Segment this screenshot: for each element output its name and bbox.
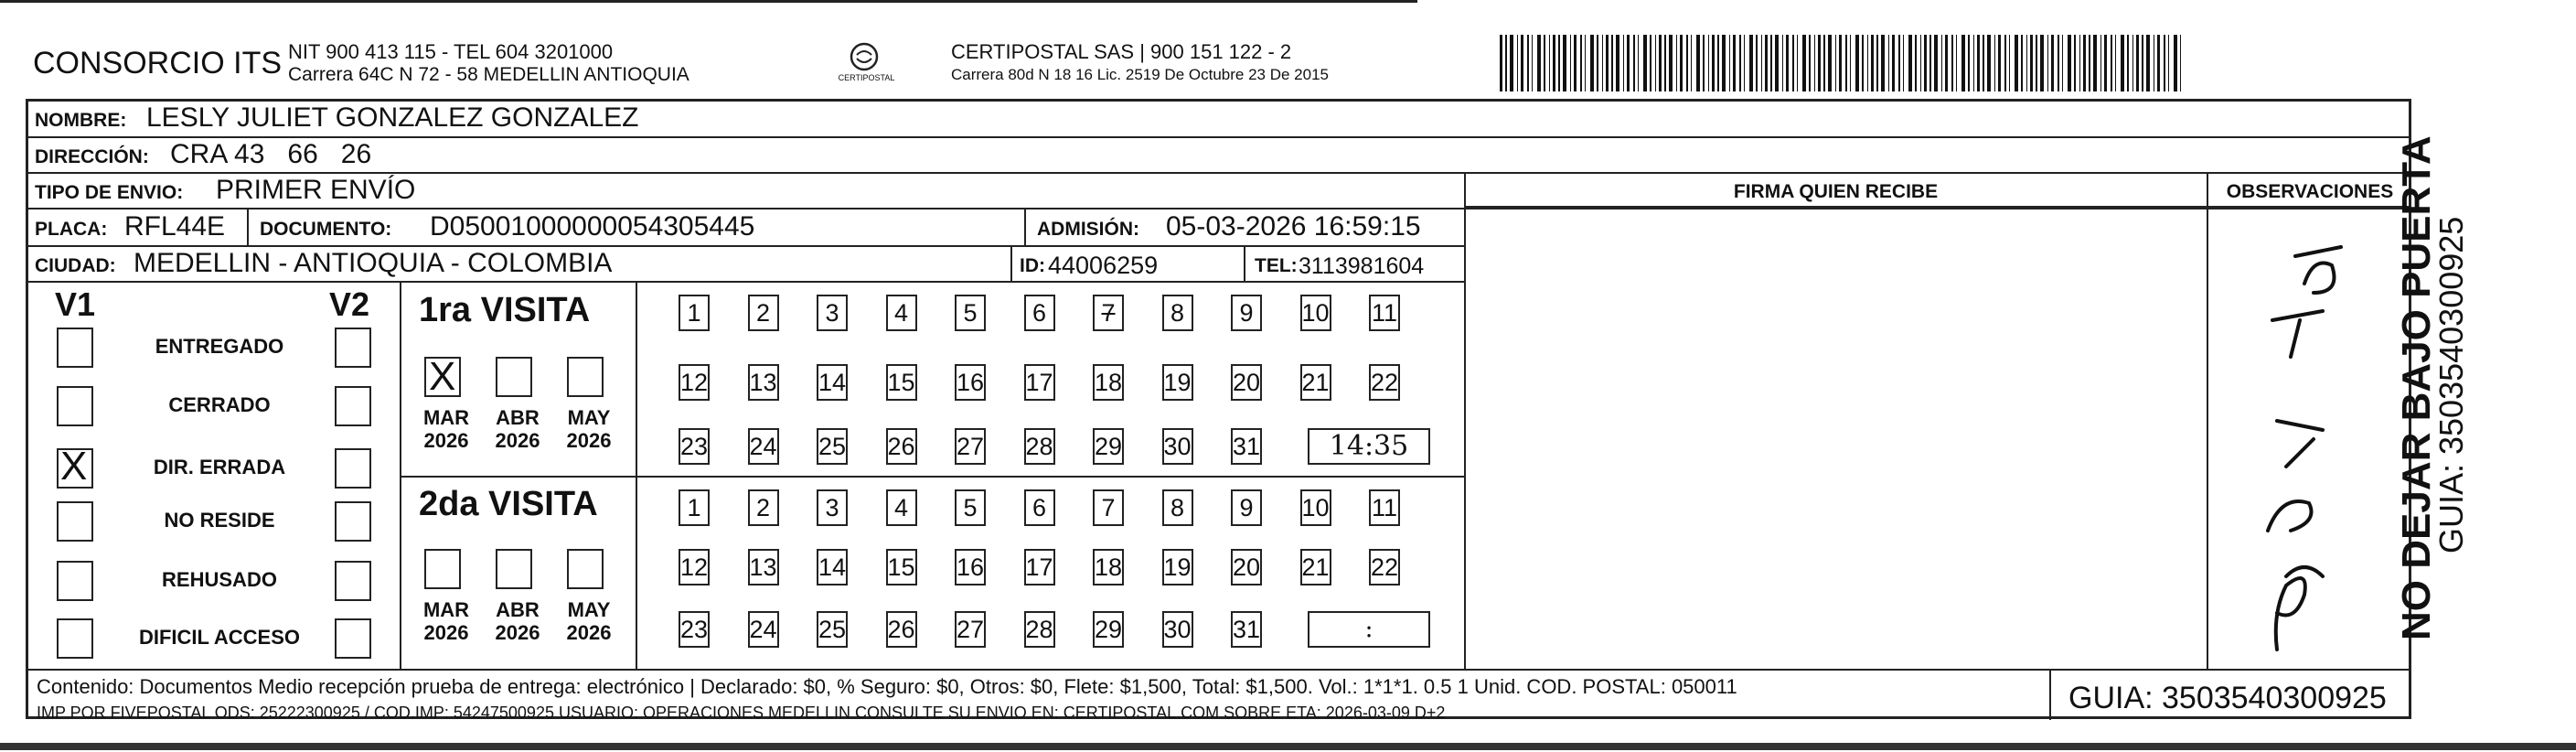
company-name: CONSORCIO ITS [33,46,283,81]
barcode-bar [2015,35,2018,91]
divider [1010,245,1012,281]
barcode-bar [2100,35,2101,91]
day-box[interactable]: 11 [1369,295,1400,331]
month-checkbox[interactable] [567,357,604,397]
v1-checkbox[interactable] [57,386,93,426]
barcode-bar [1563,35,1566,91]
barcode-bar [1775,35,1779,91]
day-box[interactable]: 1 [679,489,710,526]
barcode-bar [1712,35,1715,91]
month-checkbox[interactable] [567,549,604,589]
day-box[interactable]: 8 [1162,489,1193,526]
nombre-value: LESLY JULIET GONZALEZ GONZALEZ [146,102,639,133]
barcode-bar [1627,35,1630,91]
barcode-bar [1823,35,1825,91]
barcode-bar [1892,35,1895,91]
barcode-bar [2093,35,2097,91]
day-box[interactable]: 7 [1093,295,1124,331]
day-box[interactable]: 12 [679,549,710,585]
check-mark-icon: X [60,444,88,489]
barcode-bar [1951,35,1953,91]
barcode-bar [1973,35,1974,91]
top-border [0,0,1417,3]
tipo-envio-label: TIPO DE ENVIO: [35,182,184,203]
barcode-bar [2030,35,2033,91]
day-box[interactable]: 18 [1093,364,1124,401]
day-box[interactable]: 7 [1093,489,1124,526]
day-box[interactable]: 21 [1300,364,1331,401]
v2-checkbox[interactable] [335,618,371,659]
day-box[interactable]: 17 [1024,549,1055,585]
barcode-bar [1845,35,1847,91]
day-box[interactable]: 25 [817,428,848,465]
firma-header: FIRMA QUIEN RECIBE [1733,181,1939,202]
barcode-bar [1977,35,1980,91]
barcode-bar [1611,35,1613,91]
guia-number: GUIA: 3503540300925 [2068,681,2387,715]
day-box[interactable]: 30 [1162,611,1193,648]
barcode-bar [2058,35,2059,91]
barcode-bar [2127,35,2129,91]
day-box[interactable]: 24 [748,611,779,648]
barcode-bar [1855,35,1859,91]
footer-print-info: IMP POR FIVEPOSTAL ODS: 25222300925 / COD.IMP: 54247500925 USUARIO: OPERACIONES MEDELLIN CONSULTE SU ENVIO EN: CERTIPOSTAL.COM SOBRE ETA: 2026-03-09 D+2 [37,704,1446,722]
divider [636,281,637,669]
barcode-bar [1888,35,1889,91]
barcode-bar [1686,35,1688,91]
month-checkbox[interactable] [424,549,461,589]
v2-checkbox[interactable] [335,328,371,368]
barcode-bar [2062,35,2063,91]
barcode-bar [1920,35,1921,91]
divider [1465,206,2411,208]
barcode-bar [1633,35,1635,91]
day-box[interactable]: 13 [748,549,779,585]
side-warning: NO DEJAR BAJO PUERTA [2394,135,2439,640]
admision-value: 05-03-2026 16:59:15 [1166,211,1421,242]
barcode-bar [1500,35,1502,91]
barcode-bar [2026,35,2027,91]
barcode-bar [1574,35,1577,91]
barcode-bar [1537,35,1541,91]
barcode-bar [2104,35,2107,91]
barcode-bar [1517,35,1518,91]
barcode-bar [2157,35,2160,91]
tel-value: 3113981604 [1299,253,1425,279]
barcode-bar [1994,35,1995,91]
barcode-bar [1898,35,1900,91]
barcode-bar [1532,35,1533,91]
day-box[interactable]: 29 [1093,611,1124,648]
barcode [1500,35,2181,91]
status-option-label: DIFICIL ACCESO [138,626,300,649]
day-box[interactable]: 25 [817,611,848,648]
day-box[interactable]: 2 [748,489,779,526]
barcode-bar [1809,35,1811,91]
time-field[interactable]: : [1308,611,1430,648]
day-box[interactable]: 16 [955,549,986,585]
day-box[interactable]: 22 [1369,364,1400,401]
barcode-bar [1680,35,1683,91]
barcode-bar [1558,35,1560,91]
day-box[interactable]: 26 [886,428,917,465]
day-box[interactable]: 9 [1231,295,1262,331]
barcode-bar [1580,35,1582,91]
day-box[interactable]: 13 [748,364,779,401]
barcode-bar [1643,35,1647,91]
barcode-bar [1521,35,1523,91]
barcode-bar [1818,35,1821,91]
barcode-bar [1828,35,1832,91]
barcode-bar [2004,35,2006,91]
v1-checkbox[interactable] [57,561,93,601]
barcode-bar [1934,35,1938,91]
footer-content: Contenido: Documentos Medio recepción prueba de entrega: electrónico | Declarado: $0, % Seguro: $0, Otros: $0, Flete: $1,500, Total: $1,500. Vol.: 1*1*1. 0.5 1 Unid. COD. POSTAL: 050011 [37,675,1737,698]
barcode-bar [2180,35,2181,91]
divider [2207,172,2208,669]
v1-checkbox[interactable] [57,618,93,659]
id-label: ID: [1020,255,1045,276]
status-option-label: ENTREGADO [155,335,284,358]
barcode-bar [1527,35,1529,91]
barcode-bar [1733,35,1736,91]
barcode-bar [2146,35,2150,91]
day-box[interactable]: 10 [1300,489,1331,526]
day-box[interactable]: 3 [817,489,848,526]
barcode-bar [1765,35,1768,91]
barcode-bar [1638,35,1639,91]
v1-checkbox[interactable] [57,328,93,368]
day-box[interactable]: 22 [1369,549,1400,585]
barcode-bar [2074,35,2076,91]
visit1-title: 1ra VISITA [419,291,591,329]
barcode-bar [1744,35,1745,91]
status-option-label: DIR. ERRADA [153,456,286,478]
barcode-bar [1691,35,1692,91]
company-nit: NIT 900 413 115 - TEL 604 3201000 [288,40,614,63]
day-box[interactable]: 28 [1024,611,1055,648]
barcode-bar [1835,35,1836,91]
barcode-bar [1881,35,1885,91]
day-box[interactable]: 14 [817,549,848,585]
divider [26,172,2411,174]
day-box[interactable]: 4 [886,489,917,526]
day-box[interactable]: 17 [1024,364,1055,401]
day-box[interactable]: 18 [1093,549,1124,585]
day-box[interactable]: 20 [1231,549,1262,585]
barcode-bar [2115,35,2116,91]
barcode-bar [1929,35,1931,91]
v1-label: V1 [55,285,96,323]
divider [26,208,2411,209]
placa-value: RFL44E [124,211,226,242]
divider [26,245,1466,247]
barcode-bar [2132,35,2133,91]
day-box[interactable]: 6 [1024,489,1055,526]
day-box[interactable]: 23 [679,611,710,648]
day-box[interactable]: 27 [955,428,986,465]
barcode-bar [1945,35,1948,91]
barcode-bar [1602,35,1603,91]
barcode-bar [1941,35,1942,91]
month-label: ABR 2026 [495,598,540,644]
barcode-bar [1570,35,1571,91]
day-box[interactable]: 30 [1162,428,1193,465]
day-box[interactable]: 15 [886,549,917,585]
barcode-bar [1676,35,1677,91]
v2-checkbox[interactable] [335,501,371,542]
nombre-label: NOMBRE: [35,110,127,131]
certipostal-nit: CERTIPOSTAL SAS | 900 151 122 - 2 [951,40,1292,63]
handwritten-observation [2222,210,2396,668]
barcode-bar [1708,35,1709,91]
ciudad-label: CIUDAD: [35,255,116,276]
barcode-bar [2051,35,2054,91]
company-address: Carrera 64C N 72 - 58 MEDELLIN ANTIOQUIA [288,64,689,85]
barcode-bar [1839,35,1842,91]
direccion-label: DIRECCIÓN: [35,146,149,167]
logo-text: CERTIPOSTAL [838,73,895,82]
barcode-bar [1867,35,1868,91]
certipostal-logo-icon [832,37,896,91]
tipo-envio-value: PRIMER ENVÍO [216,175,416,205]
barcode-bar [1968,35,1970,91]
barcode-bar [1802,35,1806,91]
day-box[interactable]: 16 [955,364,986,401]
barcode-bar [1792,35,1794,91]
day-box[interactable]: 8 [1162,295,1193,331]
v2-checkbox[interactable] [335,386,371,426]
barcode-bar [1549,35,1550,91]
day-box[interactable]: 31 [1231,611,1262,648]
day-box[interactable]: 28 [1024,428,1055,465]
month-label: MAR 2026 [422,598,470,644]
month-checkbox[interactable] [496,549,532,589]
month-checkbox[interactable] [496,357,532,397]
divider [26,281,1466,283]
side-guia: GUIA: 3503540300925 [2432,216,2470,553]
day-box[interactable]: 10 [1300,295,1331,331]
barcode-bar [1903,35,1904,91]
status-option-label: CERRADO [168,393,271,416]
barcode-bar [2136,35,2139,91]
documento-label: DOCUMENTO: [260,219,392,240]
day-box[interactable]: 3 [817,295,848,331]
day-box[interactable]: 20 [1231,364,1262,401]
barcode-bar [1659,35,1662,91]
divider [1244,245,1245,281]
barcode-bar [1876,35,1878,91]
barcode-bar [1616,35,1619,91]
barcode-bar [2168,35,2169,91]
month-label: MAY 2026 [566,598,612,644]
direccion-value: CRA 43 66 26 [170,139,372,169]
barcode-bar [1722,35,1726,91]
barcode-bar [2079,35,2080,91]
barcode-bar [2068,35,2071,91]
barcode-bar [1770,35,1772,91]
barcode-bar [1655,35,1656,91]
barcode-bar [1924,35,1927,91]
day-box[interactable]: 12 [679,364,710,401]
barcode-bar [1597,35,1598,91]
barcode-bar [1664,35,1666,91]
barcode-bar [2040,35,2044,91]
divider [400,281,401,669]
day-box[interactable]: 19 [1162,549,1193,585]
admision-label: ADMISIÓN: [1037,219,1139,240]
barcode-bar [1908,35,1912,91]
divider [400,476,1465,478]
barcode-bar [2089,35,2090,91]
day-box[interactable]: 14 [817,364,848,401]
v2-checkbox[interactable] [335,561,371,601]
barcode-bar [2083,35,2086,91]
barcode-bar [2174,35,2177,91]
day-box[interactable]: 27 [955,611,986,648]
barcode-bar [2009,35,2010,91]
day-box[interactable]: 5 [955,489,986,526]
time-field[interactable]: 14:35 [1308,428,1430,465]
day-box[interactable]: 2 [748,295,779,331]
day-box[interactable]: 31 [1231,428,1262,465]
day-box[interactable]: 9 [1231,489,1262,526]
divider [1024,208,1026,245]
barcode-bar [1956,35,1957,91]
ciudad-value: MEDELLIN - ANTIOQUIA - COLOMBIA [134,248,613,278]
day-box[interactable]: 15 [886,364,917,401]
v2-checkbox[interactable] [335,448,371,489]
day-box[interactable]: 4 [886,295,917,331]
barcode-bar [1505,35,1507,91]
month-label: ABR 2026 [495,406,540,452]
barcode-bar [1782,35,1783,91]
barcode-bar [1510,35,1513,91]
barcode-bar [1915,35,1917,91]
barcode-bar [1761,35,1762,91]
day-box[interactable]: 26 [886,611,917,648]
bottom-border [0,743,2576,750]
day-box[interactable]: 19 [1162,364,1193,401]
barcode-bar [1729,35,1730,91]
day-box[interactable]: 5 [955,295,986,331]
barcode-bar [1623,35,1624,91]
barcode-bar [1749,35,1753,91]
barcode-bar [1585,35,1586,91]
barcode-bar [2047,35,2048,91]
barcode-bar [1786,35,1789,91]
v1-checkbox[interactable] [57,501,93,542]
certipostal-address: Carrera 80d N 18 16 Lic. 2519 De Octubre 23 De 2015 [951,66,1329,83]
barcode-bar [1717,35,1719,91]
divider [1464,172,1466,669]
id-value: 44006259 [1048,252,1159,279]
barcode-bar [1696,35,1700,91]
barcode-bar [2021,35,2023,91]
check-mark-icon: X [429,354,456,399]
status-option-label: NO RESIDE [164,509,275,532]
v1-checkbox[interactable] [57,444,93,489]
barcode-bar [1797,35,1798,91]
barcode-bar [1590,35,1594,91]
month-label: MAY 2026 [566,406,612,452]
status-option-label: REHUSADO [162,568,277,591]
day-box[interactable]: 21 [1300,549,1331,585]
barcode-bar [2164,35,2165,91]
barcode-bar [1650,35,1651,91]
visit2-title: 2da VISITA [419,485,598,523]
barcode-bar [1814,35,1815,91]
barcode-bar [2111,35,2112,91]
barcode-bar [1961,35,1965,91]
divider [247,208,249,245]
barcode-bar [1998,35,2001,91]
barcode-bar [2036,35,2037,91]
barcode-bar [1987,35,1991,91]
barcode-bar [1703,35,1705,91]
barcode-bar [2121,35,2124,91]
barcode-bar [1669,35,1673,91]
barcode-bar [1871,35,1874,91]
observaciones-header: OBSERVACIONES [2226,181,2394,202]
v2-label: V2 [329,285,370,323]
day-box[interactable]: 1 [679,295,710,331]
barcode-bar [1850,35,1851,91]
barcode-bar [1862,35,1864,91]
barcode-bar [1756,35,1758,91]
barcode-bar [1544,35,1545,91]
barcode-bar [1606,35,1609,91]
handwritten-observation-text: Poltr in trior [2222,210,2228,211]
barcode-bar [2142,35,2143,91]
month-checkbox[interactable] [424,354,461,399]
day-box[interactable]: 23 [679,428,710,465]
documento-value: D05001000000054305445 [430,211,755,242]
month-label: MAR 2026 [422,406,470,452]
day-box[interactable]: 29 [1093,428,1124,465]
day-box[interactable]: 6 [1024,295,1055,331]
day-box[interactable]: 11 [1369,489,1400,526]
tel-label: TEL: [1255,255,1298,276]
day-box[interactable]: 24 [748,428,779,465]
barcode-bar [1553,35,1555,91]
divider [26,136,2411,138]
barcode-bar [1739,35,1741,91]
barcode-bar [1983,35,1984,91]
placa-label: PLACA: [35,219,108,240]
